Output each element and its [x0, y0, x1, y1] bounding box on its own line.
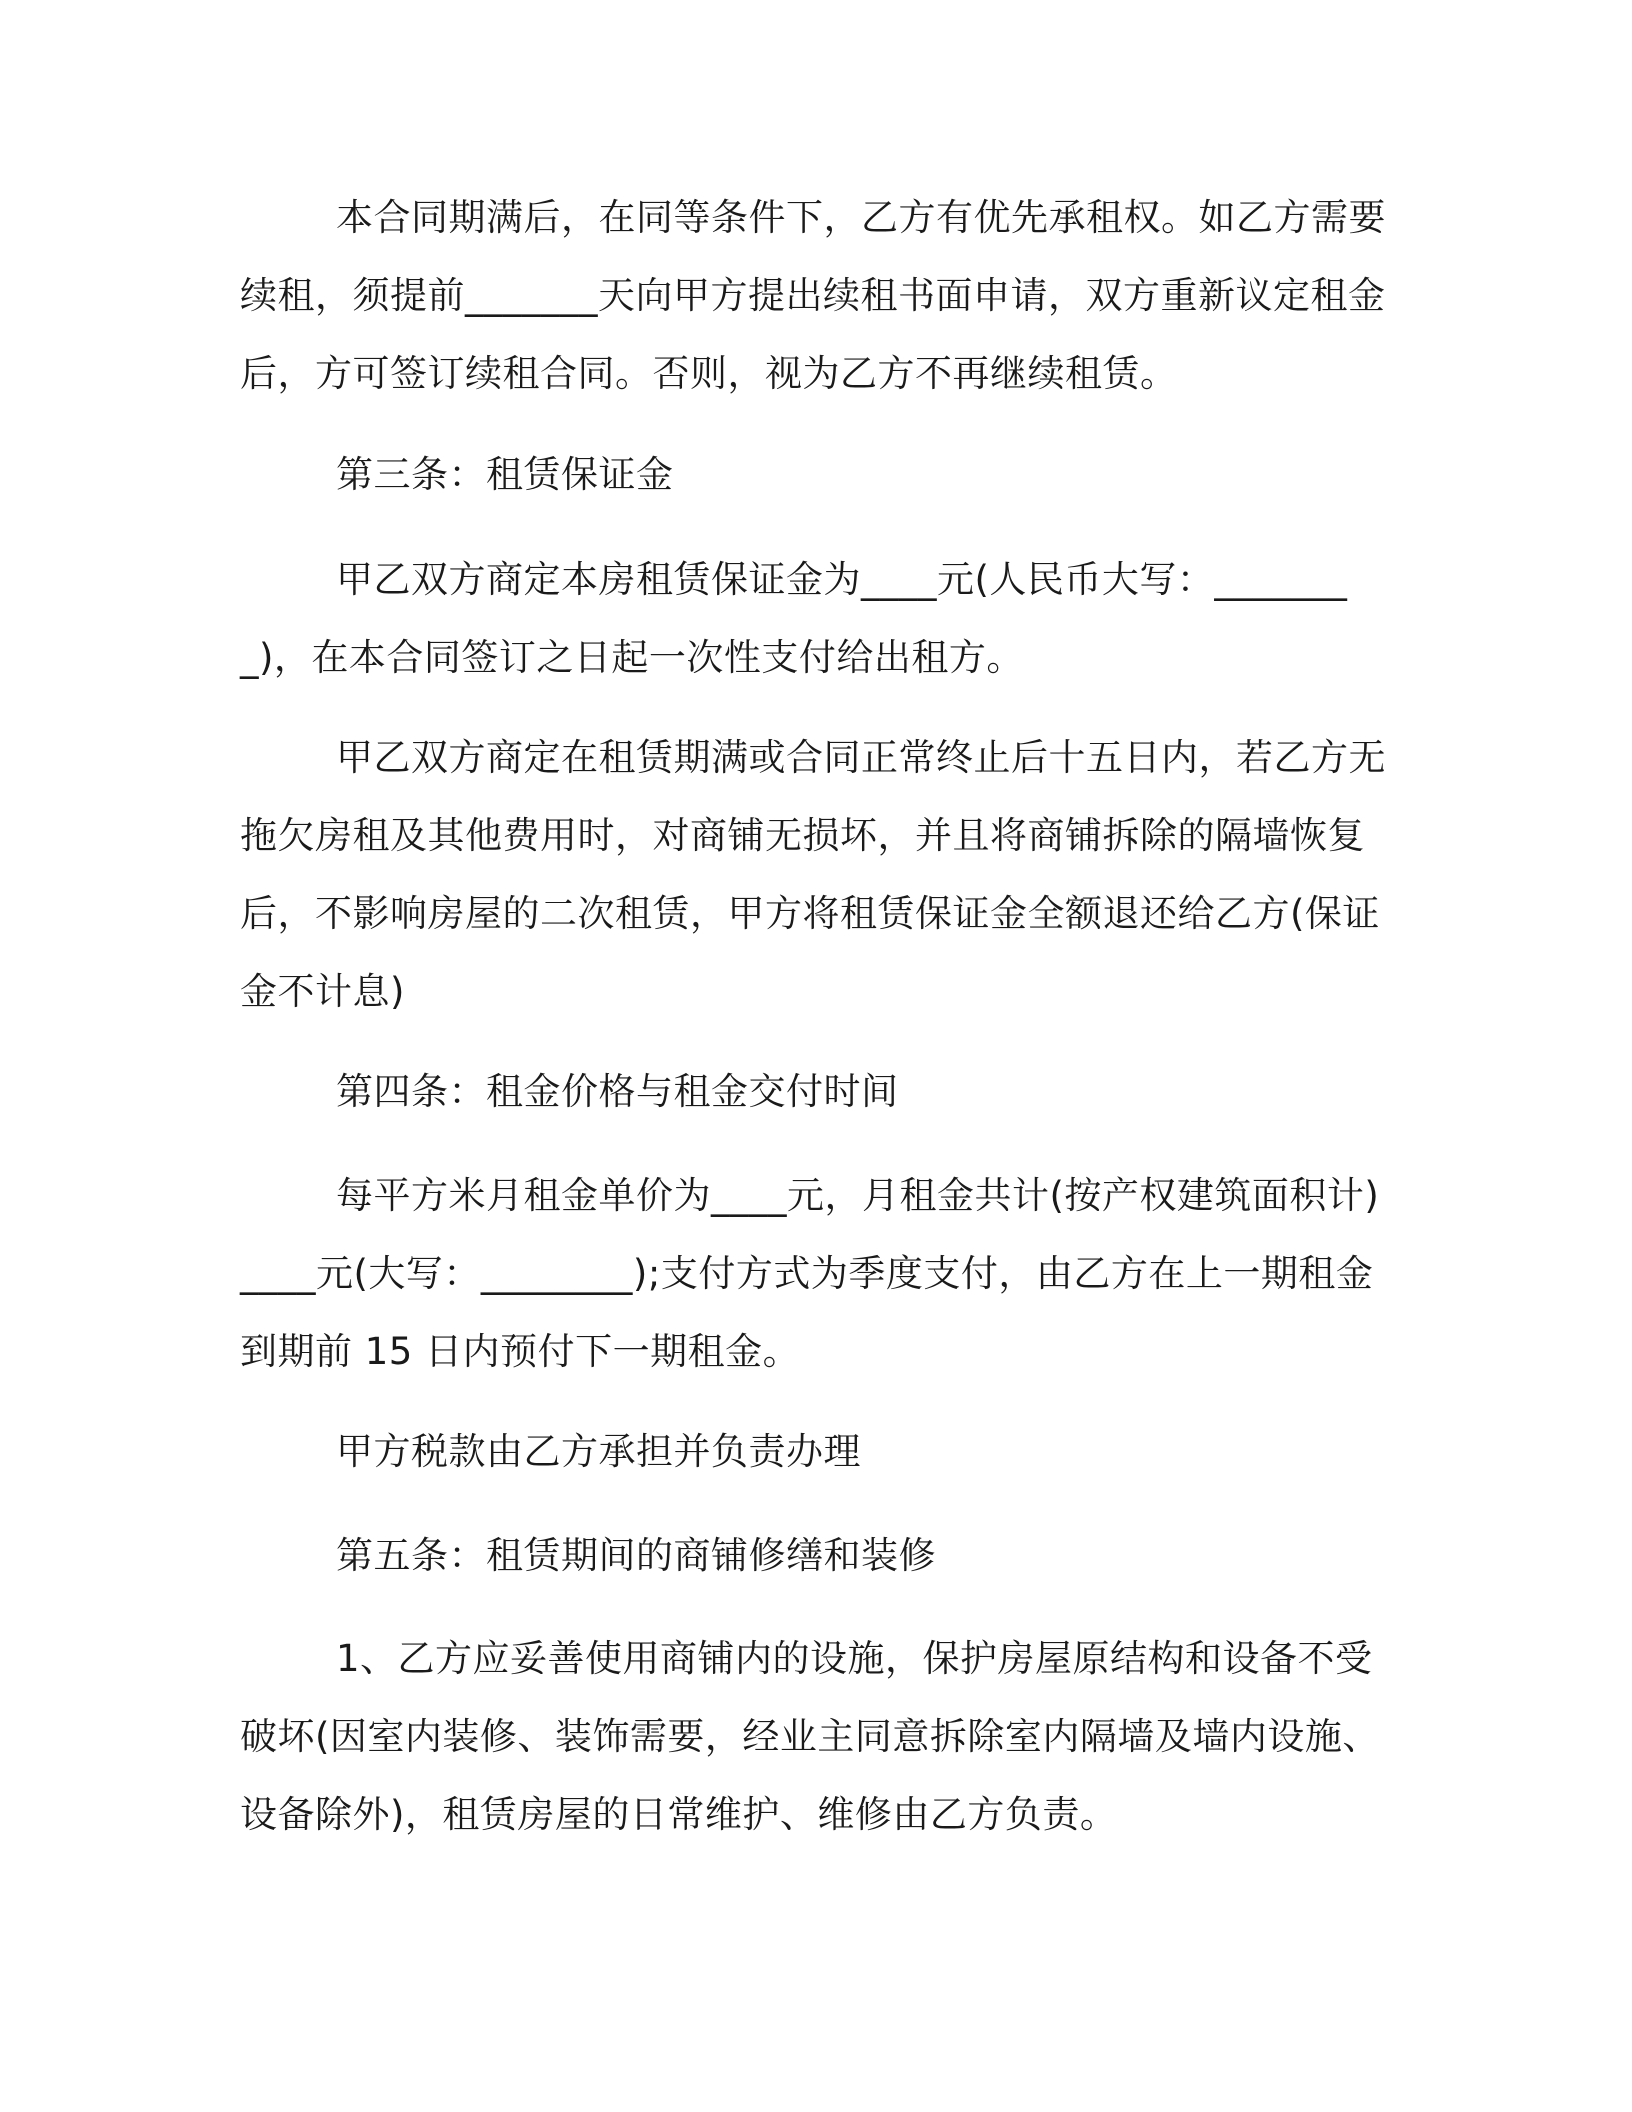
paragraph-rent-price-text: 每平方米月租金单价为____元，月租金共计(按产权建筑面积计)____元(大写：________);支付方式为季度支付，由乙方在上一期租金到期前 15 日内预付下一期租金。: [240, 1174, 1380, 1373]
paragraph-maintenance-text: 1、乙方应妥善使用商铺内的设施，保护房屋原结构和设备不受破坏(因室内装修、装饰需要，经业主同意拆除室内隔墙及墙内设施、设备除外)，租赁房屋的日常维护、维修由乙方负责。: [240, 1637, 1380, 1836]
heading-article-5: 第五条：租赁期间的商铺修缮和装修: [336, 1534, 936, 1577]
paragraph-deposit-amount-text: 甲乙双方商定本房租赁保证金为____元(人民币大写：________)，在本合同签订之日起一次性支付给出租方。: [240, 558, 1348, 679]
paragraph-rent-price: [240, 1157, 1390, 1391]
paragraph-deposit-amount: [240, 541, 1390, 697]
paragraph-tax: 甲方税款由乙方承担并负责办理: [336, 1430, 861, 1473]
paragraph-deposit-refund-text: 甲乙双方商定在租赁期满或合同正常终止后十五日内，若乙方无拖欠房租及其他费用时，对商铺无损坏，并且将商铺拆除的隔墙恢复后，不影响房屋的二次租赁，甲方将租赁保证金全额退还给乙方(保证金不计息): [240, 736, 1386, 1013]
heading-article-3: 第三条：租赁保证金: [336, 453, 674, 496]
paragraph-renewal-text: 本合同期满后，在同等条件下，乙方有优先承租权。如乙方需要续租，须提前_______天向甲方提出续租书面申请，双方重新议定租金后，方可签订续租合同。否则，视为乙方不再继续租赁。: [240, 196, 1386, 395]
heading-article-4: 第四条：租金价格与租金交付时间: [336, 1070, 899, 1113]
paragraph-renewal: [240, 179, 1390, 413]
paragraph-deposit-refund: [240, 719, 1390, 1031]
paragraph-maintenance: [240, 1620, 1390, 1854]
